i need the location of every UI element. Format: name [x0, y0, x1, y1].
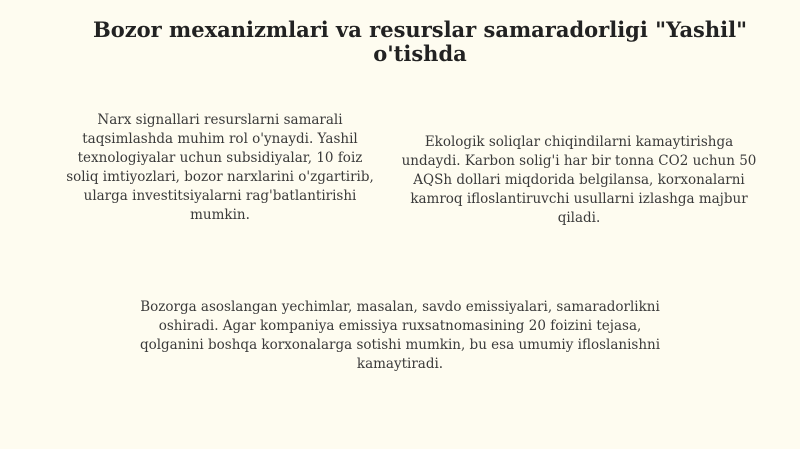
- paragraph-price-signals: Narx signallari resurslarni samarali taqsimlashda muhim rol o'ynaydi. Yashil texnologiyalar uchun subsidiyalar, 10 foiz soliq imtiyozlari, bozor narxlarini o'zgartirib, ularga investitsiyalarni rag'batlantirishi mumkin.: [66, 112, 374, 223]
- paragraph-ecological-taxes: Ekologik soliqlar chiqindilarni kamaytirishga undaydi. Karbon solig'i har bir tonna CO2 uchun 50 AQSh dollari miqdorida belgilansa, korxonalarni kamroq ifloslantiruvchi usullarni izlashga majbur qiladi.: [401, 134, 757, 226]
- slide-title: Bozor mexanizmlari va resurslar samaradorligi "Yashil" o'tishda: [92, 17, 748, 66]
- paragraph-market-solutions: Bozorga asoslangan yechimlar, masalan, savdo emissiyalari, samaradorlikni oshiradi. Agar kompaniya emissiya ruxsatnomasining 20 foizini tejasa, qolganini boshqa korxonalarga sotishi mumkin, bu esa umumiy ifloslanishni kamaytiradi.: [139, 299, 661, 372]
